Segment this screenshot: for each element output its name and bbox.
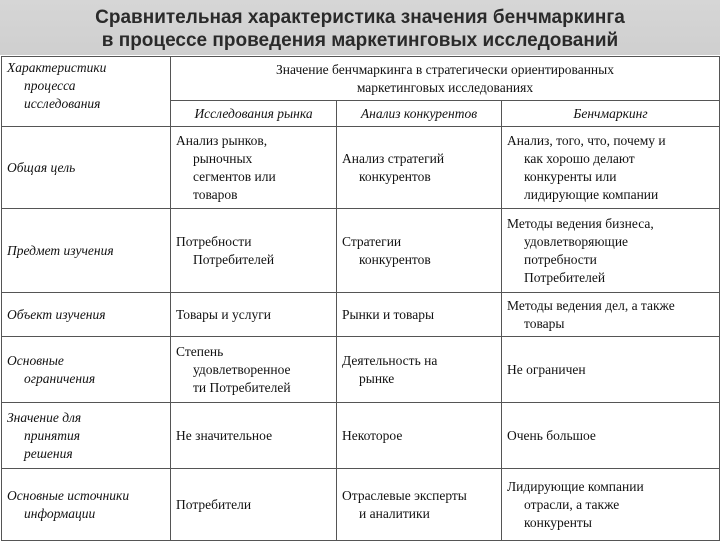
table-cell: Анализ рынков, рыночных сегментов или товаров [171, 127, 337, 209]
row-label: Общая цель [2, 127, 171, 209]
table-header-row [2, 57, 720, 101]
table-cell: Очень большое [502, 403, 720, 469]
table-cell: Анализ, того, что, почему и как хорошо делают конкуренты или лидирующие компании [502, 127, 720, 209]
table-cell: Не значительное [171, 403, 337, 469]
table-row [2, 127, 720, 209]
column-header: Анализ конкурентов [337, 101, 502, 127]
slide-title [0, 0, 720, 55]
row-label: Объект изучения [2, 293, 171, 337]
comparison-table [1, 56, 720, 541]
table-cell: Методы ведения бизнеса, удовлетворяющие потребности Потребителей [502, 209, 720, 293]
column-header: Исследования рынка [171, 101, 337, 127]
table-cell: Лидирующие компании отрасли, а также конкуренты [502, 469, 720, 541]
group-header: Значение бенчмаркинга в стратегически ориентированных маркетинговых исследованиях [171, 57, 720, 101]
table-cell: Рынки и товары [337, 293, 502, 337]
table-cell: Стратегии конкурентов [337, 209, 502, 293]
table-cell: Некоторое [337, 403, 502, 469]
row-label: Основные источники информации [2, 469, 171, 541]
table-cell: Не ограничен [502, 337, 720, 403]
table-row [2, 293, 720, 337]
table-cell: Методы ведения дел, а также товары [502, 293, 720, 337]
table-row [2, 469, 720, 541]
title-line-1: Сравнительная характеристика значения бенчмаркинга [95, 7, 625, 28]
column-header: Бенчмаркинг [502, 101, 720, 127]
row-label: Основные ограничения [2, 337, 171, 403]
table-cell: Потребители [171, 469, 337, 541]
table-cell: Потребности Потребителей [171, 209, 337, 293]
row-label: Предмет изучения [2, 209, 171, 293]
title-line-2: в процессе проведения маркетинговых исследований [101, 30, 619, 51]
row-label: Значение для принятия решения [2, 403, 171, 469]
corner-header: Характеристики процесса исследования [2, 57, 171, 127]
table-row [2, 209, 720, 293]
table-row [2, 403, 720, 469]
table-cell: Товары и услуги [171, 293, 337, 337]
table-cell: Деятельность на рынке [337, 337, 502, 403]
table-row [2, 337, 720, 403]
table-cell: Отраслевые эксперты и аналитики [337, 469, 502, 541]
table-cell: Степень удовлетворенное ти Потребителей [171, 337, 337, 403]
table-cell: Анализ стратегий конкурентов [337, 127, 502, 209]
